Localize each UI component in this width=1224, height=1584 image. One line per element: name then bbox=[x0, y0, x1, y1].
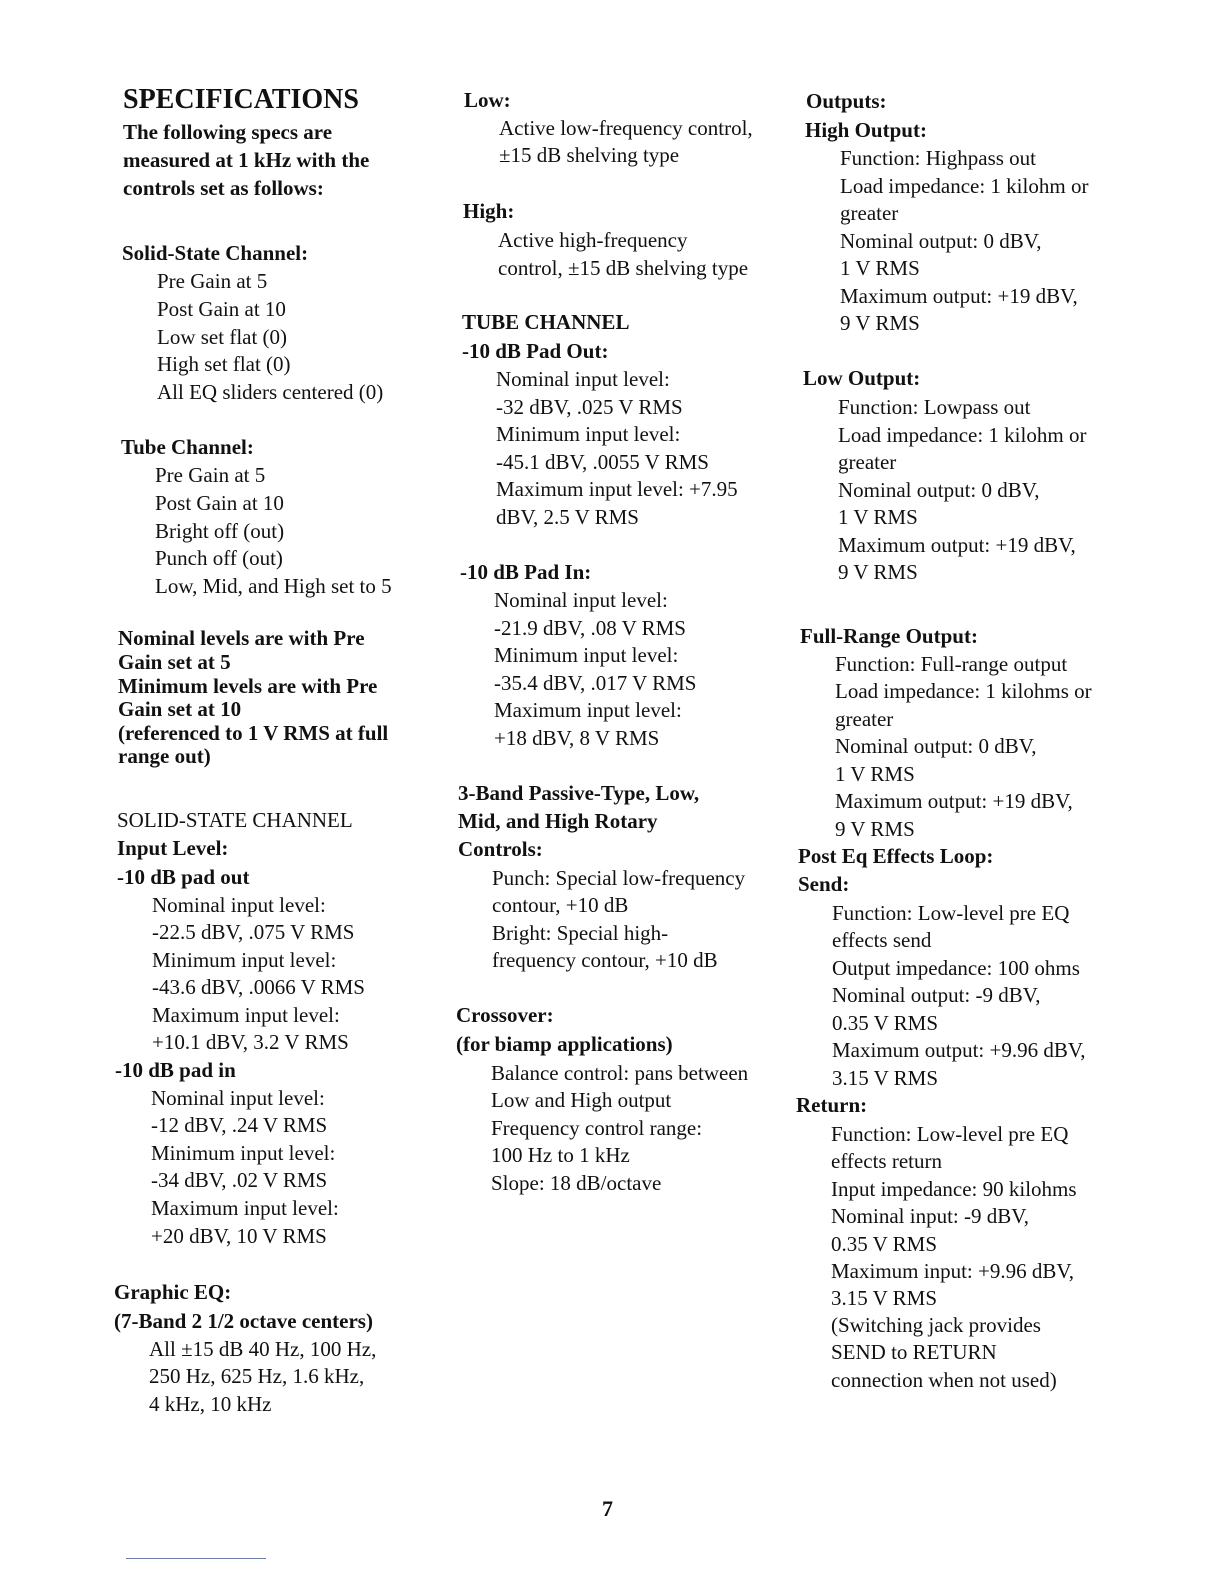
spec-line: +20 dBV, 10 V RMS bbox=[151, 1224, 327, 1248]
spec-line: +18 dBV, 8 V RMS bbox=[494, 726, 660, 750]
spec-line: Input impedance: 90 kilohms bbox=[831, 1177, 1077, 1201]
spec-line: Low and High output bbox=[491, 1088, 672, 1112]
spec-line: -45.1 dBV, .0055 V RMS bbox=[496, 450, 709, 474]
spec-line: Minimum input level: bbox=[496, 422, 681, 446]
spec-line: -34 dBV, .02 V RMS bbox=[151, 1168, 328, 1192]
spec-line: 4 kHz, 10 kHz bbox=[149, 1392, 272, 1416]
spec-line: Balance control: pans between bbox=[491, 1061, 749, 1085]
spec-line: Maximum output: +19 dBV, bbox=[840, 284, 1078, 308]
spec-line: Bright off (out) bbox=[155, 519, 285, 543]
low-output-heading: Low Output: bbox=[803, 366, 921, 390]
spec-line: Slope: 18 dB/octave bbox=[491, 1171, 662, 1195]
page-number: 7 bbox=[602, 1496, 613, 1521]
band-heading: Controls: bbox=[458, 837, 543, 861]
spec-line: Nominal input level: bbox=[494, 588, 668, 612]
spec-line: -35.4 dBV, .017 V RMS bbox=[494, 671, 697, 695]
return-heading: Return: bbox=[796, 1093, 868, 1117]
spec-line: +10.1 dBV, 3.2 V RMS bbox=[152, 1030, 349, 1054]
intro-line: controls set as follows: bbox=[123, 176, 324, 200]
note-line: Nominal levels are with Pre bbox=[118, 626, 365, 650]
band-heading: 3-Band Passive-Type, Low, bbox=[458, 781, 700, 805]
spec-line: connection when not used) bbox=[831, 1368, 1057, 1392]
spec-line: -43.6 dBV, .0066 V RMS bbox=[152, 975, 365, 999]
spec-line: Post Gain at 10 bbox=[157, 297, 286, 321]
effects-loop-heading: Post Eq Effects Loop: bbox=[798, 844, 994, 868]
spec-line: Nominal input level: bbox=[496, 367, 670, 391]
spec-line: 0.35 V RMS bbox=[831, 1232, 938, 1256]
spec-line: Pre Gain at 5 bbox=[155, 463, 266, 487]
intro-line: The following specs are bbox=[123, 120, 333, 144]
section-heading: SOLID-STATE CHANNEL bbox=[117, 808, 353, 832]
spec-line: Load impedance: 1 kilohms or bbox=[835, 679, 1092, 703]
spec-line: 1 V RMS bbox=[840, 256, 920, 280]
note-line: Gain set at 10 bbox=[118, 697, 242, 721]
pad-in-heading: -10 dB Pad In: bbox=[460, 560, 592, 584]
spec-line: Maximum output: +19 dBV, bbox=[835, 789, 1073, 813]
spec-line: ±15 dB shelving type bbox=[499, 143, 680, 167]
page-title: SPECIFICATIONS bbox=[123, 84, 359, 115]
spec-line: frequency contour, +10 dB bbox=[492, 948, 718, 972]
note-line: Minimum levels are with Pre bbox=[118, 674, 378, 698]
spec-line: Function: Full-range output bbox=[835, 652, 1068, 676]
spec-line: contour, +10 dB bbox=[492, 893, 629, 917]
spec-line: Punch: Special low-frequency bbox=[492, 866, 746, 890]
spec-line: Load impedance: 1 kilohm or bbox=[838, 423, 1087, 447]
input-level-heading: Input Level: bbox=[117, 836, 229, 860]
spec-line: Function: Highpass out bbox=[840, 146, 1037, 170]
spec-line: Maximum input level: bbox=[494, 698, 682, 722]
spec-line: Post Gain at 10 bbox=[155, 491, 284, 515]
spec-line: Minimum input level: bbox=[152, 948, 337, 972]
spec-line: -32 dBV, .025 V RMS bbox=[496, 395, 683, 419]
spec-line: All ±15 dB 40 Hz, 100 Hz, bbox=[149, 1337, 377, 1361]
spec-line: -12 dBV, .24 V RMS bbox=[151, 1113, 328, 1137]
spec-line: Maximum input level: bbox=[151, 1196, 339, 1220]
full-range-heading: Full-Range Output: bbox=[800, 624, 978, 648]
spec-line: Maximum input: +9.96 dBV, bbox=[831, 1259, 1075, 1283]
high-output-heading: High Output: bbox=[805, 118, 927, 142]
spec-line: Nominal output: 0 dBV, bbox=[838, 478, 1040, 502]
spec-line: All EQ sliders centered (0) bbox=[157, 380, 384, 404]
tube-heading: Tube Channel: bbox=[121, 435, 254, 459]
spec-line: Nominal input: -9 dBV, bbox=[831, 1204, 1029, 1228]
pad-out-heading: -10 dB pad out bbox=[117, 865, 250, 889]
crossover-subheading: (for biamp applications) bbox=[456, 1032, 673, 1056]
spec-line: effects send bbox=[832, 928, 932, 952]
spec-line: 0.35 V RMS bbox=[832, 1011, 939, 1035]
graphic-eq-subheading: (7-Band 2 1/2 octave centers) bbox=[114, 1309, 373, 1333]
spec-line: Frequency control range: bbox=[491, 1116, 703, 1140]
spec-line: greater bbox=[835, 707, 894, 731]
spec-line: 250 Hz, 625 Hz, 1.6 kHz, bbox=[149, 1364, 365, 1388]
spec-line: 9 V RMS bbox=[840, 311, 920, 335]
spec-line: Pre Gain at 5 bbox=[157, 269, 268, 293]
high-heading: High: bbox=[463, 199, 515, 223]
tube-channel-heading: TUBE CHANNEL bbox=[462, 310, 630, 334]
spec-line: dBV, 2.5 V RMS bbox=[496, 505, 639, 529]
spec-line: Nominal input level: bbox=[151, 1086, 325, 1110]
note-line: range out) bbox=[118, 744, 211, 768]
spec-line: control, ±15 dB shelving type bbox=[498, 256, 749, 280]
pad-in-heading: -10 dB pad in bbox=[115, 1058, 236, 1082]
spec-line: 9 V RMS bbox=[838, 560, 918, 584]
spec-line: 3.15 V RMS bbox=[832, 1066, 939, 1090]
band-heading: Mid, and High Rotary bbox=[458, 809, 658, 833]
spec-line: Low set flat (0) bbox=[157, 325, 288, 349]
spec-line: Function: Lowpass out bbox=[838, 395, 1031, 419]
spec-line: Load impedance: 1 kilohm or bbox=[840, 174, 1089, 198]
spec-line: High set flat (0) bbox=[157, 352, 291, 376]
low-heading: Low: bbox=[464, 88, 511, 112]
spec-line: -21.9 dBV, .08 V RMS bbox=[494, 616, 686, 640]
spec-line: -22.5 dBV, .075 V RMS bbox=[152, 920, 355, 944]
spec-line: effects return bbox=[831, 1149, 942, 1173]
spec-line: Maximum input level: bbox=[152, 1003, 340, 1027]
spec-line: Maximum output: +19 dBV, bbox=[838, 533, 1076, 557]
spec-line: Bright: Special high- bbox=[492, 921, 669, 945]
spec-line: Active high-frequency bbox=[498, 228, 688, 252]
spec-line: Nominal input level: bbox=[152, 893, 326, 917]
note-line: Gain set at 5 bbox=[118, 650, 231, 674]
spec-line: SEND to RETURN bbox=[831, 1340, 997, 1364]
spec-line: Nominal output: -9 dBV, bbox=[832, 983, 1041, 1007]
spec-line: Minimum input level: bbox=[494, 643, 679, 667]
pad-out-heading: -10 dB Pad Out: bbox=[462, 339, 609, 363]
spec-line: (Switching jack provides bbox=[831, 1313, 1041, 1337]
graphic-eq-heading: Graphic EQ: bbox=[114, 1280, 232, 1304]
spec-line: 9 V RMS bbox=[835, 817, 915, 841]
send-heading: Send: bbox=[798, 872, 850, 896]
intro-line: measured at 1 kHz with the bbox=[123, 148, 370, 172]
spec-line: Punch off (out) bbox=[155, 546, 283, 570]
spec-line: 1 V RMS bbox=[838, 505, 918, 529]
spec-line: Function: Low-level pre EQ bbox=[831, 1122, 1069, 1146]
spec-line: 100 Hz to 1 kHz bbox=[491, 1143, 630, 1167]
spec-line: Nominal output: 0 dBV, bbox=[835, 734, 1037, 758]
spec-line: Function: Low-level pre EQ bbox=[832, 901, 1070, 925]
note-line: (referenced to 1 V RMS at full bbox=[118, 721, 389, 745]
outputs-heading: Outputs: bbox=[806, 89, 887, 113]
spec-line: greater bbox=[840, 201, 899, 225]
spec-line: greater bbox=[838, 450, 897, 474]
spec-line: Maximum input level: +7.95 bbox=[496, 477, 738, 501]
spec-line: Nominal output: 0 dBV, bbox=[840, 229, 1042, 253]
crossover-heading: Crossover: bbox=[456, 1003, 554, 1027]
spec-line: 3.15 V RMS bbox=[831, 1286, 938, 1310]
footer-rule bbox=[126, 1558, 266, 1559]
spec-line: 1 V RMS bbox=[835, 762, 915, 786]
spec-line: Active low-frequency control, bbox=[499, 116, 753, 140]
spec-line: Maximum output: +9.96 dBV, bbox=[832, 1038, 1086, 1062]
spec-line: Low, Mid, and High set to 5 bbox=[155, 574, 392, 598]
spec-line: Minimum input level: bbox=[151, 1141, 336, 1165]
spec-line: Output impedance: 100 ohms bbox=[832, 956, 1080, 980]
solid-state-heading: Solid-State Channel: bbox=[122, 241, 309, 265]
